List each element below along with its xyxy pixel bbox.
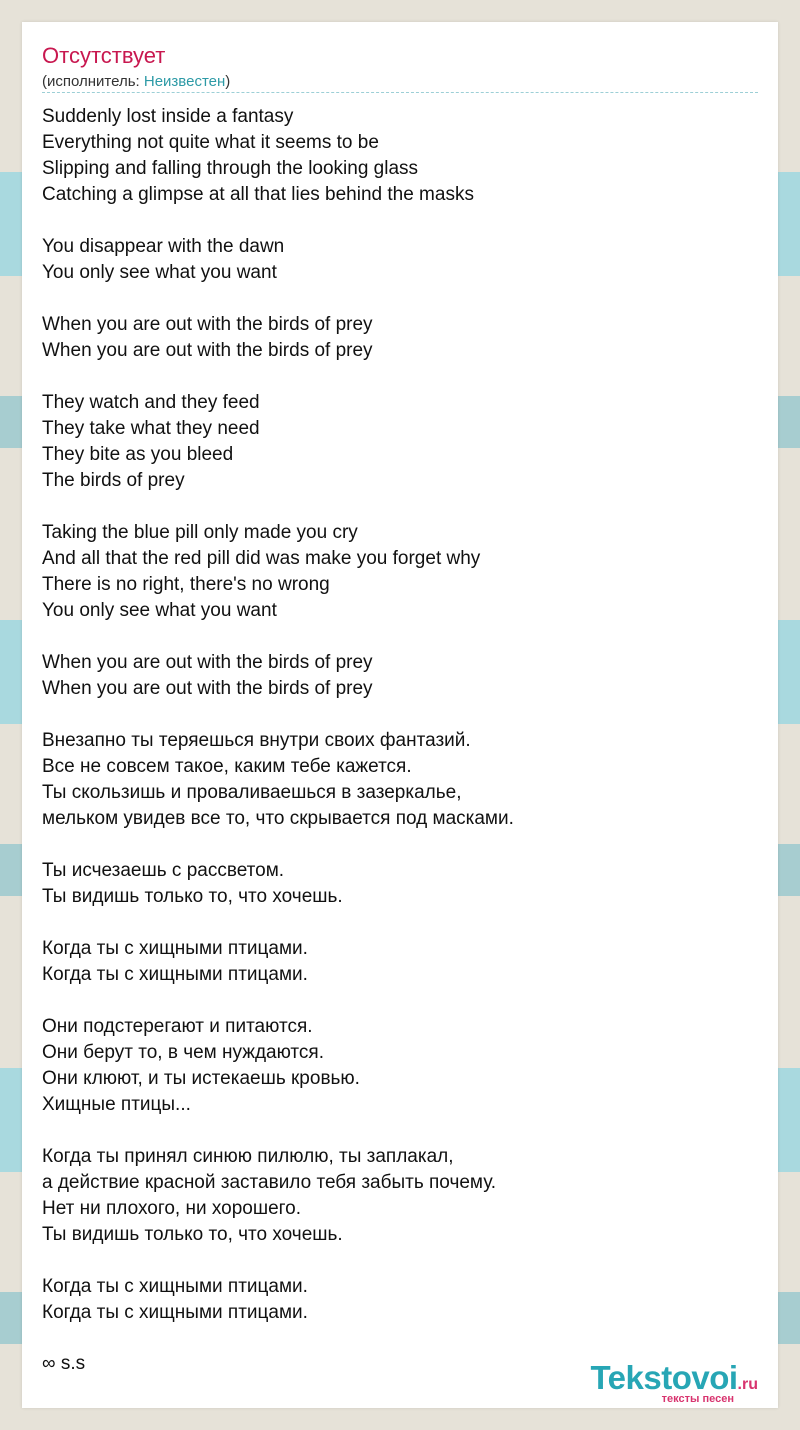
stanza-break: [42, 364, 758, 390]
lyric-line: The birds of prey: [42, 470, 185, 491]
lyric-line: Они клюют, и ты истекаешь кровью.: [42, 1068, 360, 1089]
lyric-line: Когда ты с хищными птицами.: [42, 938, 308, 959]
subtitle-prefix: (исполнитель:: [42, 73, 144, 90]
stanza-break: [42, 702, 758, 728]
lyric-line: Хищные птицы...: [42, 1094, 191, 1115]
lyric-line: Все не совсем такое, каким тебе кажется.: [42, 756, 412, 777]
lyric-line: And all that the red pill did was make you forget why: [42, 548, 481, 569]
lyric-line: When you are out with the birds of prey: [42, 652, 373, 673]
logo-name: Tekstovoi: [590, 1359, 738, 1396]
site-logo[interactable]: [550, 1360, 770, 1408]
lyric-line: Slipping and falling through the looking glass: [42, 158, 419, 179]
logo-domain: .ru: [737, 1376, 758, 1393]
lyrics-text: [42, 104, 758, 1326]
lyric-line: When you are out with the birds of prey: [42, 678, 373, 699]
lyric-line: Suddenly lost inside a fantasy: [42, 106, 294, 127]
lyric-line: Когда ты с хищными птицами.: [42, 1302, 308, 1323]
lyric-line: Нет ни плохого, ни хорошего.: [42, 1198, 301, 1219]
lyric-line: Ты видишь только то, что хочешь.: [42, 886, 343, 907]
stanza-break: [42, 910, 758, 936]
logo-tagline: тексты песен: [661, 1393, 734, 1405]
lyric-line: Внезапно ты теряешься внутри своих фантазий.: [42, 730, 471, 751]
lyric-line: They take what they need: [42, 418, 260, 439]
lyric-line: Ты исчезаешь с рассветом.: [42, 860, 285, 881]
lyric-line: Ты видишь только то, что хочешь.: [42, 1224, 343, 1245]
lyric-line: Когда ты принял синюю пилюлю, ты заплакал,: [42, 1146, 454, 1167]
lyrics-signature: ∞ s.s: [42, 1353, 86, 1374]
lyric-line: Когда ты с хищными птицами.: [42, 1276, 308, 1297]
lyric-line: Они подстерегают и питаются.: [42, 1016, 313, 1037]
lyrics-card: [22, 22, 778, 1408]
stanza-break: [42, 832, 758, 858]
lyric-line: Они берут то, в чем нуждаются.: [42, 1042, 324, 1063]
lyric-line: You only see what you want: [42, 600, 277, 621]
lyric-line: When you are out with the birds of prey: [42, 314, 373, 335]
lyric-line: You only see what you want: [42, 262, 277, 283]
artist-link[interactable]: Неизвестен: [143, 73, 226, 90]
stanza-break: [42, 988, 758, 1014]
lyric-line: а действие красной заставило тебя забыть почему.: [42, 1172, 497, 1193]
lyric-line: You disappear with the dawn: [42, 236, 285, 257]
lyric-line: Everything not quite what it seems to be: [42, 132, 379, 153]
lyric-line: Catching a glimpse at all that lies behind the masks: [42, 184, 474, 205]
lyric-line: There is no right, there's no wrong: [42, 574, 330, 595]
stanza-break: [42, 1248, 758, 1274]
subtitle-suffix: ): [225, 73, 231, 90]
stanza-break: [42, 1118, 758, 1144]
stanza-break: [42, 286, 758, 312]
stanza-break: [42, 208, 758, 234]
title-divider: [42, 92, 758, 93]
lyric-line: Когда ты с хищными птицами.: [42, 964, 308, 985]
lyric-line: Taking the blue pill only made you cry: [42, 522, 358, 543]
lyric-line: Ты скользишь и проваливаешься в зазеркалье,: [42, 782, 462, 803]
song-title: Отсутствует: [42, 43, 166, 68]
lyric-line: They bite as you bleed: [42, 444, 234, 465]
lyric-line: мельком увидев все то, что скрывается под масками.: [42, 808, 514, 829]
stanza-break: [42, 494, 758, 520]
stanza-break: [42, 624, 758, 650]
song-subtitle: [42, 72, 230, 92]
lyric-line: When you are out with the birds of prey: [42, 340, 373, 361]
lyric-line: They watch and they feed: [42, 392, 260, 413]
